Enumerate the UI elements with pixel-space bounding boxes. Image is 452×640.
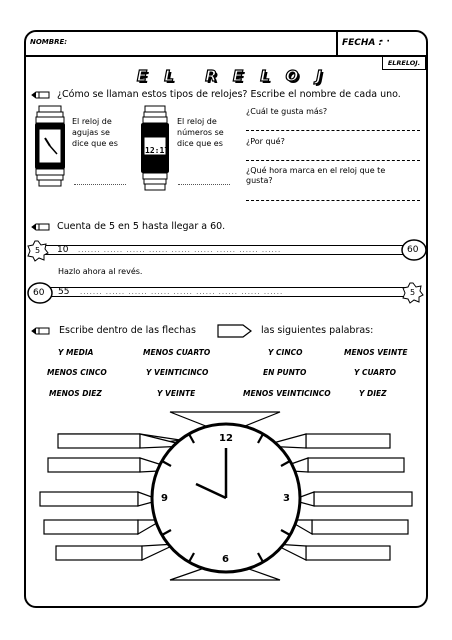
question-like: ¿Cuál te gusta más? bbox=[246, 107, 328, 116]
digital-watch-answer[interactable] bbox=[178, 184, 230, 185]
title-letter: O bbox=[285, 67, 299, 85]
title-letter: L bbox=[164, 67, 174, 85]
start-number: 5 bbox=[35, 246, 41, 255]
arrow-box-right-3 bbox=[314, 492, 412, 506]
word-item: EN PUNTO bbox=[263, 368, 307, 377]
digital-display: 12:17 bbox=[145, 146, 170, 155]
first-value: 10 bbox=[57, 245, 69, 255]
arrow-box-left-5 bbox=[56, 546, 142, 560]
arrow-box-right-2 bbox=[308, 458, 404, 472]
rev-start-number: 60 bbox=[33, 288, 45, 298]
clock-number-12: 12 bbox=[219, 433, 233, 444]
pencil-icon bbox=[31, 223, 51, 231]
title-letter: J bbox=[316, 67, 322, 85]
word-item: Y DIEZ bbox=[359, 389, 387, 398]
page-title bbox=[134, 66, 338, 85]
word-item: Y MEDIA bbox=[58, 348, 94, 357]
end-number: 60 bbox=[407, 245, 419, 255]
instruction-reverse: Hazlo ahora al revés. bbox=[58, 267, 143, 276]
title-letter: L bbox=[260, 67, 270, 85]
digital-watch-text bbox=[177, 116, 224, 149]
arrow-box-right-5 bbox=[306, 546, 390, 560]
pencil-icon bbox=[31, 91, 51, 99]
arrow-box-right-1 bbox=[306, 434, 390, 448]
analog-watch-text bbox=[72, 116, 118, 149]
analog-watch-answer[interactable] bbox=[74, 184, 126, 185]
word-item: Y CINCO bbox=[268, 348, 303, 357]
title-letter: E bbox=[136, 67, 148, 85]
blank-dots[interactable]: ....... ...... ...... ...... ...... ...... ...... ...... ...... bbox=[80, 288, 284, 296]
question-time bbox=[246, 166, 385, 186]
worksheet-tag: ELRELOJ. bbox=[382, 56, 426, 70]
word-item: MENOS CINCO bbox=[47, 368, 107, 377]
question-time-line: gusta? bbox=[246, 176, 273, 185]
arrow-box-left-1 bbox=[58, 434, 140, 448]
question-why: ¿Por qué? bbox=[246, 137, 285, 146]
watch-text-line: números se bbox=[177, 128, 224, 137]
arrow-box-left-3 bbox=[40, 492, 138, 506]
header-divider bbox=[24, 55, 428, 57]
instruction-arrows-a: Escribe dentro de las flechas bbox=[59, 325, 196, 336]
clock-number-6: 6 bbox=[222, 554, 229, 565]
arrow-box-left-2 bbox=[48, 458, 140, 472]
word-item: Y CUARTO bbox=[354, 368, 397, 377]
pencil-icon bbox=[31, 327, 51, 335]
header-vertical-divider bbox=[336, 30, 338, 55]
word-item: MENOS DIEZ bbox=[49, 389, 102, 398]
word-item: MENOS VEINTICINCO bbox=[243, 389, 331, 398]
watch-text-line: El reloj de bbox=[72, 117, 112, 126]
arrow-box-left-4 bbox=[44, 520, 138, 534]
rev-first-value: 55 bbox=[58, 287, 70, 297]
blank-dots[interactable]: ....... ...... ...... ...... ...... ...... ...... ...... ...... bbox=[78, 246, 282, 254]
date-label: FECHA : bbox=[342, 38, 383, 48]
analog-watch-icon bbox=[33, 104, 67, 190]
word-item: Y VEINTE bbox=[157, 389, 196, 398]
question-time-line: ¿Qué hora marca en el reloj que te bbox=[246, 166, 386, 175]
word-item: MENOS CUARTO bbox=[143, 348, 211, 357]
instruction-arrows-b: las siguientes palabras: bbox=[261, 325, 374, 336]
answer-time[interactable] bbox=[246, 200, 420, 201]
watch-text-line: El reloj de bbox=[177, 117, 217, 126]
watch-text-line: agujas se bbox=[72, 128, 110, 137]
word-item: Y VEINTICINCO bbox=[146, 368, 209, 377]
title-letter: E bbox=[232, 67, 244, 85]
title-letter: R bbox=[205, 67, 217, 85]
clock-number-9: 9 bbox=[161, 493, 168, 504]
watch-text-line: dice que es bbox=[177, 139, 223, 148]
arrow-box-right-4 bbox=[312, 520, 408, 534]
word-item: MENOS VEINTE bbox=[344, 348, 408, 357]
answer-like[interactable] bbox=[246, 130, 420, 131]
rev-end-number: 5 bbox=[410, 288, 416, 297]
clock-number-3: 3 bbox=[283, 493, 290, 504]
arrow-shape-icon bbox=[217, 323, 253, 339]
watch-text-line: dice que es bbox=[72, 139, 118, 148]
date-field[interactable]: · · bbox=[380, 37, 390, 47]
answer-why[interactable] bbox=[246, 160, 420, 161]
question-clock-types: ¿Cómo se llaman estos tipos de relojes? Escribe el nombre de cada uno. bbox=[57, 89, 401, 100]
instruction-count: Cuenta de 5 en 5 hasta llegar a 60. bbox=[57, 221, 226, 232]
name-label: NOMBRE: bbox=[30, 38, 68, 46]
